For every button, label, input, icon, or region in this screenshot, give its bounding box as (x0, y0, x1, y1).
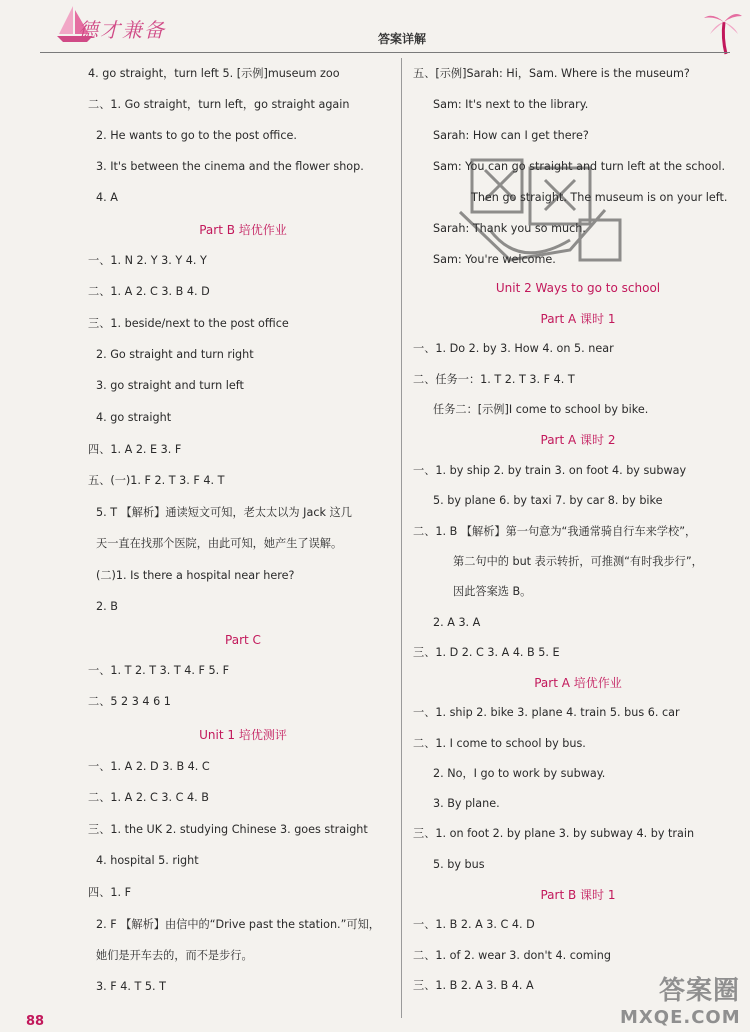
answer-line: 一、1. by ship 2. by train 3. on foot 4. by subway (413, 464, 687, 477)
answer-line: 天一直在找那个医院，由此可知，她产生了误解。 (96, 537, 343, 550)
answer-line: 一、1. ship 2. bike 3. plane 4. train 5. bus 6. car (413, 706, 680, 719)
answer-line: 2. A 3. A (433, 616, 481, 629)
watermark-bottom: MXQE.COM (620, 1007, 741, 1028)
section-heading: Part A 培优作业 (534, 676, 622, 690)
answer-line: 四、1. F (88, 886, 132, 899)
answer-line: 5. T 【解析】通读短文可知，老太太以为 Jack 这几 (96, 506, 352, 519)
answer-line: 二、1. A 2. C 3. B 4. D (88, 285, 210, 298)
answer-line: 3. F 4. T 5. T (96, 980, 166, 993)
answer-line: 2. B (96, 600, 118, 613)
section-heading: Part A 课时 1 (540, 312, 616, 326)
answer-line: 一、1. A 2. D 3. B 4. C (88, 760, 210, 773)
answer-line: 第二句中的 but 表示转折，可推测“有时我步行”， (453, 555, 703, 568)
answer-line: 3. It's between the cinema and the flower shop. (96, 160, 364, 173)
answer-line: Sarah: How can I get there? (433, 129, 589, 142)
answer-line: 任务二：[示例]I come to school by bike. (433, 403, 649, 416)
answer-line: 五、(一)1. F 2. T 3. F 4. T (88, 474, 225, 487)
answer-line: 因此答案选 B。 (453, 585, 532, 598)
answer-line: 三、1. B 2. A 3. B 4. A (413, 979, 534, 992)
answer-line: 二、1. B 【解析】第一句意为“我通常骑自行车来学校”， (413, 525, 697, 538)
answer-line: 2. Go straight and turn right (96, 348, 254, 361)
section-heading: Part C (225, 633, 261, 647)
answer-line: Sam: It's next to the library. (433, 98, 589, 111)
answer-line: 5. by bus (433, 858, 485, 871)
answer-line: 二、1. I come to school by bus. (413, 737, 586, 750)
answer-line: 2. F 【解析】由信中的“Drive past the station.”可知， (96, 918, 380, 931)
page-header (0, 0, 750, 60)
answer-line: (二)1. Is there a hospital near here? (96, 569, 295, 582)
answer-line: 二、5 2 3 4 6 1 (88, 695, 171, 708)
answer-line: Then go straight. The museum is on your left. (471, 191, 728, 204)
section-heading: Part B 课时 1 (540, 888, 616, 902)
answer-line: 二、1. A 2. C 3. C 4. B (88, 791, 209, 804)
answer-line: 一、1. T 2. T 3. T 4. F 5. F (88, 664, 230, 677)
answer-line: 一、1. Do 2. by 3. How 4. on 5. near (413, 342, 614, 355)
answer-line: 一、1. B 2. A 3. C 4. D (413, 918, 535, 931)
answer-line: 三、1. on foot 2. by plane 3. by subway 4. by train (413, 827, 695, 840)
logo-text: 德才兼备 (78, 18, 166, 42)
watermark-top: 答案圈 (658, 976, 740, 1006)
answer-line: 三、1. the UK 2. studying Chinese 3. goes straight (88, 823, 368, 836)
section-heading: Unit 1 培优测评 (199, 728, 287, 742)
watermark (620, 970, 740, 1028)
answer-line: 4. hospital 5. right (96, 854, 199, 867)
answer-line: 3. go straight and turn left (96, 379, 244, 392)
answer-line: 4. A (96, 191, 118, 204)
answer-line: 三、1. D 2. C 3. A 4. B 5. E (413, 646, 560, 659)
answer-line: 五、[示例]Sarah: Hi，Sam. Where is the museum? (413, 67, 690, 80)
answer-line: 三、1. beside/next to the post office (88, 317, 289, 330)
answer-line: 4. go straight，turn left 5. [示例]museum zoo (88, 67, 340, 80)
section-heading: Unit 2 Ways to go to school (495, 281, 661, 295)
answer-line: Sam: You're welcome. (433, 253, 556, 266)
section-heading: Part B 培优作业 (199, 223, 287, 237)
answer-line: 2. He wants to go to the post office. (96, 129, 297, 142)
answer-line: 二、1. Go straight，turn left，go straight again (88, 98, 350, 111)
header-divider (40, 52, 730, 53)
answer-line: 她们是开车去的，而不是步行。 (96, 949, 253, 962)
answer-line: 3. By plane. (433, 797, 500, 810)
answer-line: Sam: You can go straight and turn left at the school. (433, 160, 726, 173)
answer-line: 二、任务一：1. T 2. T 3. F 4. T (413, 373, 575, 386)
column-divider (401, 58, 402, 1018)
answer-line: 2. No，I go to work by subway. (433, 767, 606, 780)
answer-line: 4. go straight (96, 411, 172, 424)
answer-line: 二、1. of 2. wear 3. don't 4. coming (413, 949, 611, 962)
header-title: 答案详解 (377, 32, 426, 46)
section-heading: Part A 课时 2 (540, 433, 616, 447)
answer-line: 四、1. A 2. E 3. F (88, 443, 182, 456)
answer-line: Sarah: Thank you so much. (433, 222, 586, 235)
palm-tree-icon (702, 4, 744, 56)
answer-line: 5. by plane 6. by taxi 7. by car 8. by bike (433, 494, 663, 507)
answer-line: 一、1. N 2. Y 3. Y 4. Y (88, 254, 207, 267)
page-number: 88 (26, 1014, 45, 1029)
